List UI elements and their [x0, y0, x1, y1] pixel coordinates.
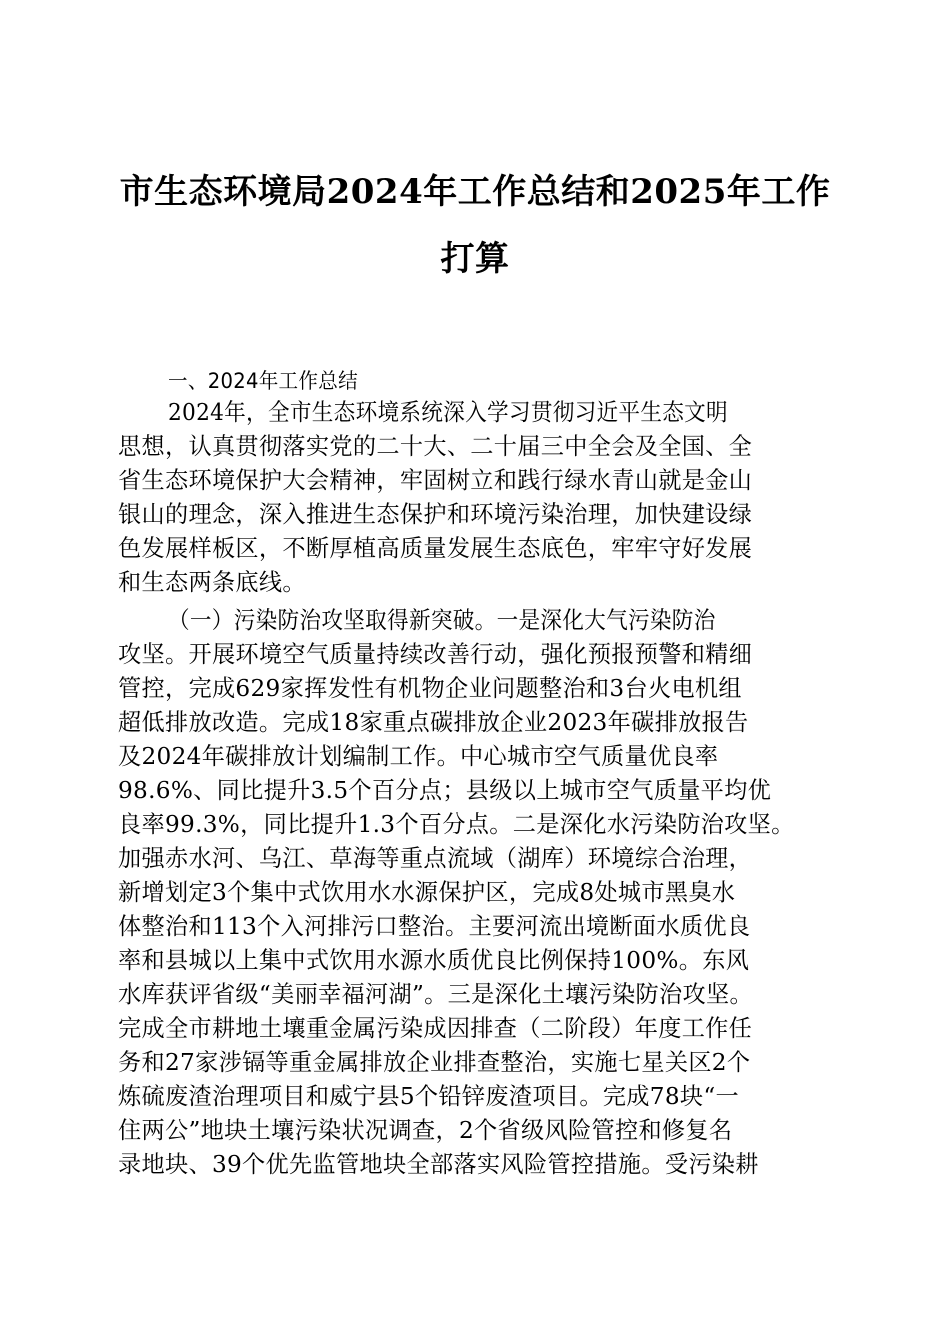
paragraph-line: 思想，认真贯彻落实党的二十大、二十届三中全会及全国、全	[118, 433, 753, 460]
paragraph-line: 录地块、39个优先监管地块全部落实风险管控措施。受污染耕	[118, 1151, 759, 1178]
paragraph-line: 超低排放改造。完成18家重点碳排放企业2023年碳排放报告	[118, 709, 749, 736]
paragraph-line: 银山的理念，深入推进生态保护和环境污染治理，加快建设绿	[118, 501, 753, 528]
paragraph-line: 2024年，全市生态环境系统深入学习贯彻习近平生态文明	[168, 399, 728, 426]
paragraph-line: 管控，完成629家挥发性有机物企业问题整治和3台火电机组	[118, 675, 742, 702]
document-title-line-1: 市生态环境局2024年工作总结和2025年工作	[119, 172, 831, 212]
paragraph-line: 省生态环境保护大会精神，牢固树立和践行绿水青山就是金山	[118, 467, 753, 494]
section-heading: 一、2024年工作总结	[168, 369, 359, 393]
paragraph-line: 攻坚。开展环境空气质量持续改善行动，强化预报预警和精细	[118, 641, 753, 668]
paragraph-line: 色发展样板区，不断厚植高质量发展生态底色，牢牢守好发展	[118, 535, 753, 562]
paragraph-line: 完成全市耕地土壤重金属污染成因排查（二阶段）年度工作任	[118, 1015, 753, 1042]
paragraph-line: 率和县城以上集中式饮用水源水质优良比例保持100%。东风	[118, 947, 750, 974]
paragraph-line: 和生态两条底线。	[118, 569, 306, 596]
paragraph-line: （一）污染防治攻坚取得新突破。一是深化大气污染防治	[168, 607, 716, 634]
paragraph-line: 及2024年碳排放计划编制工作。中心城市空气质量优良率	[118, 743, 719, 770]
paragraph-line: 加强赤水河、乌江、草海等重点流域（湖库）环境综合治理，	[118, 845, 753, 872]
paragraph-line: 体整治和113个入河排污口整治。主要河流出境断面水质优良	[118, 913, 751, 940]
document-title-line-2: 打算	[440, 239, 510, 279]
paragraph-line: 水库获评省级“美丽幸福河湖”。三是深化土壤污染防治攻坚。	[118, 981, 753, 1008]
paragraph-line: 炼硫废渣治理项目和威宁县5个铅锌废渣项目。完成78块“一	[118, 1083, 740, 1110]
paragraph-line: 98.6%、同比提升3.5个百分点；县级以上城市空气质量平均优	[118, 777, 772, 804]
paragraph-line: 务和27家涉镉等重金属排放企业排查整治，实施七星关区2个	[118, 1049, 751, 1076]
paragraph-line: 良率99.3%，同比提升1.3个百分点。二是深化水污染防治攻坚。	[118, 811, 795, 838]
paragraph-line: 新增划定3个集中式饮用水水源保护区，完成8处城市黑臭水	[118, 879, 736, 906]
paragraph-line: 住两公”地块土壤污染状况调查，2个省级风险管控和修复名	[118, 1117, 733, 1144]
